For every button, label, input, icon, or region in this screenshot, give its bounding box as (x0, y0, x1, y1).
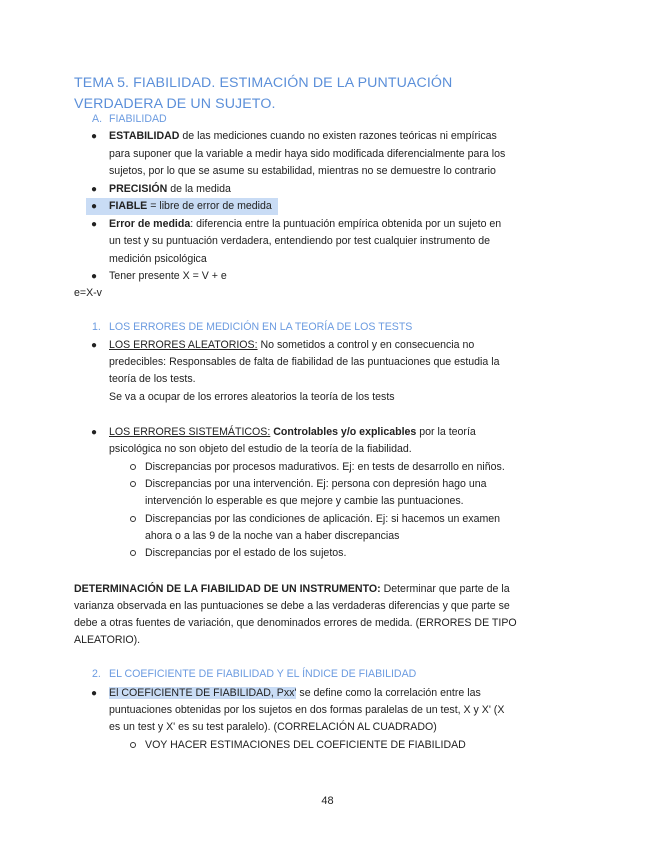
bullet-sistematicos-line1 (109, 424, 476, 442)
section-1-marker: 1. (92, 321, 101, 333)
bullet-fiable (109, 198, 272, 216)
bullet-coeficiente-line1 (109, 685, 481, 703)
aleatorios-text: No sometidos a control y en consecuencia no (257, 339, 475, 351)
page-title: TEMA 5. FIABILIDAD. ESTIMACIÓN DE LA PUNTUACIÓN VERDADERA DE UN SUJETO. (74, 75, 453, 112)
page-number: 48 (321, 795, 334, 807)
bullet-estabilidad-line3: sujetos, por lo que se asume su estabilidad, mientras no se demuestre lo contrario (109, 165, 496, 177)
controlables-term: Controlables y/o explicables (270, 426, 417, 438)
determinacion-line3: debe a otras fuentes de variación, que denominados errores de medida. (ERRORES DE TIPO (74, 617, 517, 629)
bullet-icon: ● (91, 271, 98, 282)
bullet-aleatorios-line1 (109, 337, 474, 355)
section-2-label: EL COEFICIENTE DE FIABILIDAD Y EL ÍNDICE DE FIABILIDAD (109, 668, 417, 680)
bullet-icon: ● (91, 340, 98, 351)
bullet-precision (109, 181, 231, 199)
sub-intervencion-line2: intervención lo esperable es que mejore y cambie las puntuaciones. (145, 495, 464, 507)
bullet-error-line2: un test y su puntuación verdadera, entendiendo por test cualquier instrumento de (109, 235, 491, 247)
bullet-icon: ● (91, 427, 98, 438)
determinacion-line2: varianza observada en las puntuaciones se debe a las verdaderas diferencias y que parte se (74, 600, 510, 612)
circle-bullet-icon (130, 516, 136, 522)
determinacion-line1 (74, 581, 510, 599)
precision-text: de la medida (167, 183, 231, 195)
section-1-label: LOS ERRORES DE MEDICIÓN EN LA TEORÍA DE LOS TESTS (109, 321, 413, 333)
bullet-icon: ● (91, 184, 98, 195)
bullet-tener-presente: Tener presente X = V + e (109, 270, 227, 282)
bullet-aleatorios-line2: predecibles: Responsables de falta de fiabilidad de las puntuaciones que estudia la (109, 356, 500, 368)
circle-bullet-icon (130, 742, 136, 748)
sub-madurativos: Discrepancias por procesos madurativos. Ej: en tests de desarrollo en niños. (145, 461, 505, 473)
bullet-icon: ● (91, 201, 98, 212)
sub-aplicacion-line2: ahora o a las 9 de la noche van a haber discrepancias (145, 530, 400, 542)
bullet-aleatorios-line4: Se va a ocupar de los errores aleatorios la teoría de los tests (109, 391, 395, 403)
bullet-icon: ● (91, 688, 98, 699)
coeficiente-highlight: El COEFICIENTE DE FIABILIDAD, Pxx' (109, 687, 297, 699)
sub-aplicacion-line1: Discrepancias por las condiciones de aplicación. Ej: si hacemos un examen (145, 513, 501, 525)
determinacion-text: Determinar que parte de la (380, 583, 510, 595)
error-text: : diferencia entre la puntuación empírica obtenida por un sujeto en (190, 218, 502, 230)
coeficiente-text: se define como la correlación entre las (296, 687, 481, 699)
estabilidad-term: ESTABILIDAD (109, 130, 180, 142)
estabilidad-text: de las mediciones cuando no existen razones teóricas ni empíricas (179, 130, 497, 142)
sistematicos-term: LOS ERRORES SISTEMÁTICOS: (109, 426, 271, 438)
circle-bullet-icon (130, 550, 136, 556)
fiable-text: = libre de error de medida (147, 200, 272, 212)
bullet-estabilidad-line1 (109, 128, 497, 146)
bullet-sistematicos-line2: psicológica no son objeto del estudio de la teoría de la fiabilidad. (109, 443, 412, 455)
sub-intervencion-line1: Discrepancias por una intervención. Ej: persona con depresión hago una (145, 478, 487, 490)
bullet-aleatorios-line3: teoría de los tests. (109, 373, 196, 385)
circle-bullet-icon (130, 464, 136, 470)
sistematicos-text: por la teoría (416, 426, 476, 438)
bullet-estabilidad-line2: para suponer que la variable a medir haya sido modificada diferencialmente para los (109, 148, 506, 160)
sub-estimaciones: VOY HACER ESTIMACIONES DEL COEFICIENTE DE FIABILIDAD (145, 739, 466, 751)
fiable-term: FIABLE (109, 200, 148, 212)
formula-line: e=X-v (74, 287, 102, 299)
determinacion-term: DETERMINACIÓN DE LA FIABILIDAD DE UN INSTRUMENTO: (74, 583, 381, 595)
bullet-coeficiente-line3: es un test y X' es su test paralelo). (CORRELACIÓN AL CUADRADO) (109, 721, 437, 733)
bullet-error-line3: medición psicológica (109, 253, 207, 265)
bullet-coeficiente-line2: puntuaciones obtenidas por los sujetos en dos formas paralelas de un test, X y X' (X (109, 704, 505, 716)
precision-term: PRECISIÓN (109, 183, 168, 195)
circle-bullet-icon (130, 481, 136, 487)
aleatorios-term: LOS ERRORES ALEATORIOS: (109, 339, 258, 351)
section-a-label: FIABILIDAD (109, 113, 167, 125)
section-2-marker: 2. (92, 668, 101, 680)
section-a-marker: A. (92, 113, 103, 125)
bullet-icon: ● (91, 131, 98, 142)
error-term: Error de medida (109, 218, 191, 230)
bullet-error-line1 (109, 216, 501, 234)
determinacion-line4: ALEATORIO). (74, 634, 141, 646)
sub-estado: Discrepancias por el estado de los sujetos. (145, 547, 347, 559)
bullet-icon: ● (91, 219, 98, 230)
